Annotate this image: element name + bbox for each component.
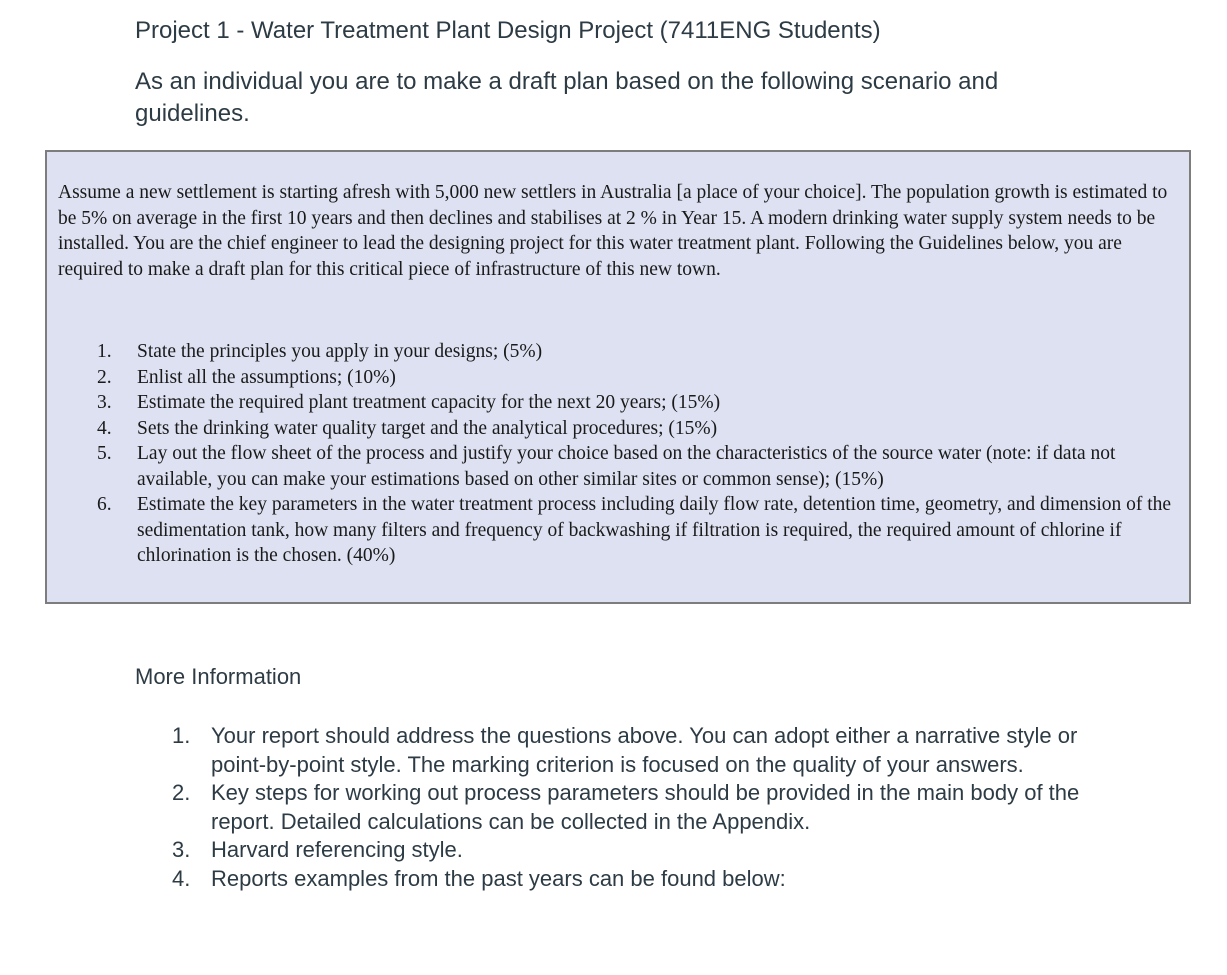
list-number: 6. [97,494,112,515]
more-info-heading: More Information [135,664,302,689]
list-number: 1. [97,341,112,362]
list-item [97,492,1187,569]
list-item-text: Reports examples from the past years can be found below: [211,865,786,891]
scenario-box [45,150,1191,604]
list-number: 4. [172,865,191,891]
list-number: 3. [172,837,191,862]
list-item-text: Harvard referencing style. [211,837,463,862]
requirements-list [97,339,1187,569]
list-number: 3. [97,392,112,413]
list-item [97,390,1187,416]
list-number: 1. [172,723,191,748]
list-item-text: Key steps for working out process parameters should be provided in the main body of the report. Detailed calculations can be collected in the Appendix. [211,780,1080,834]
list-item [97,416,1187,442]
list-item-text: Lay out the flow sheet of the process and justify your choice based on the characteristics of the source water (note: if data not available, you can make your estimations based on other similar sites or common sense); (15%) [137,443,1116,490]
list-item-text: Your report should address the questions above. You can adopt either a narrative style or point-by-point style. The marking criterion is focused on the quality of your answers. [211,723,1078,777]
scenario-text: Assume a new settlement is starting afresh with 5,000 new settlers in Australia [a place of your choice]. The population growth is estimated to be 5% on average in the first 10 years and then declines and stabilises at 2 % in Year 15. A modern drinking water supply system needs to be installed. You are the chief engineer to lead the designing project for this water treatment plant. Following the Guidelines below, you are required to make a draft plan for this critical piece of infrastructure of this new town. [58,182,1168,280]
list-item-text: Estimate the key parameters in the water treatment process including daily flow rate, detention time, geometry, and dimension of the sedimentation tank, how many filters and frequency of backwashing if filtration is required, the required amount of chlorine if chlorination is the chosen. (40%) [137,494,1172,566]
list-item [172,865,1117,894]
list-item [97,339,1187,365]
list-number: 5. [97,443,112,464]
list-item [97,365,1187,391]
list-item [172,779,1117,836]
list-item-text: Estimate the required plant treatment capacity for the next 20 years; (15%) [137,392,721,413]
list-item-text: Enlist all the assumptions; (10%) [137,366,396,388]
page-title: Project 1 - Water Treatment Plant Design Project (7411ENG Students) [135,17,881,44]
list-number: 2. [97,366,112,388]
list-item [172,836,1117,865]
list-item-text: State the principles you apply in your designs; (5%) [137,341,543,362]
list-number: 2. [172,780,191,805]
intro-text: As an individual you are to make a draft plan based on the following scenario and guidelines. [135,68,999,127]
more-info-list [172,722,1117,893]
list-item-text: Sets the drinking water quality target and the analytical procedures; (15%) [137,417,718,439]
list-number: 4. [97,417,112,439]
list-item [172,722,1117,779]
list-item [97,441,1187,492]
